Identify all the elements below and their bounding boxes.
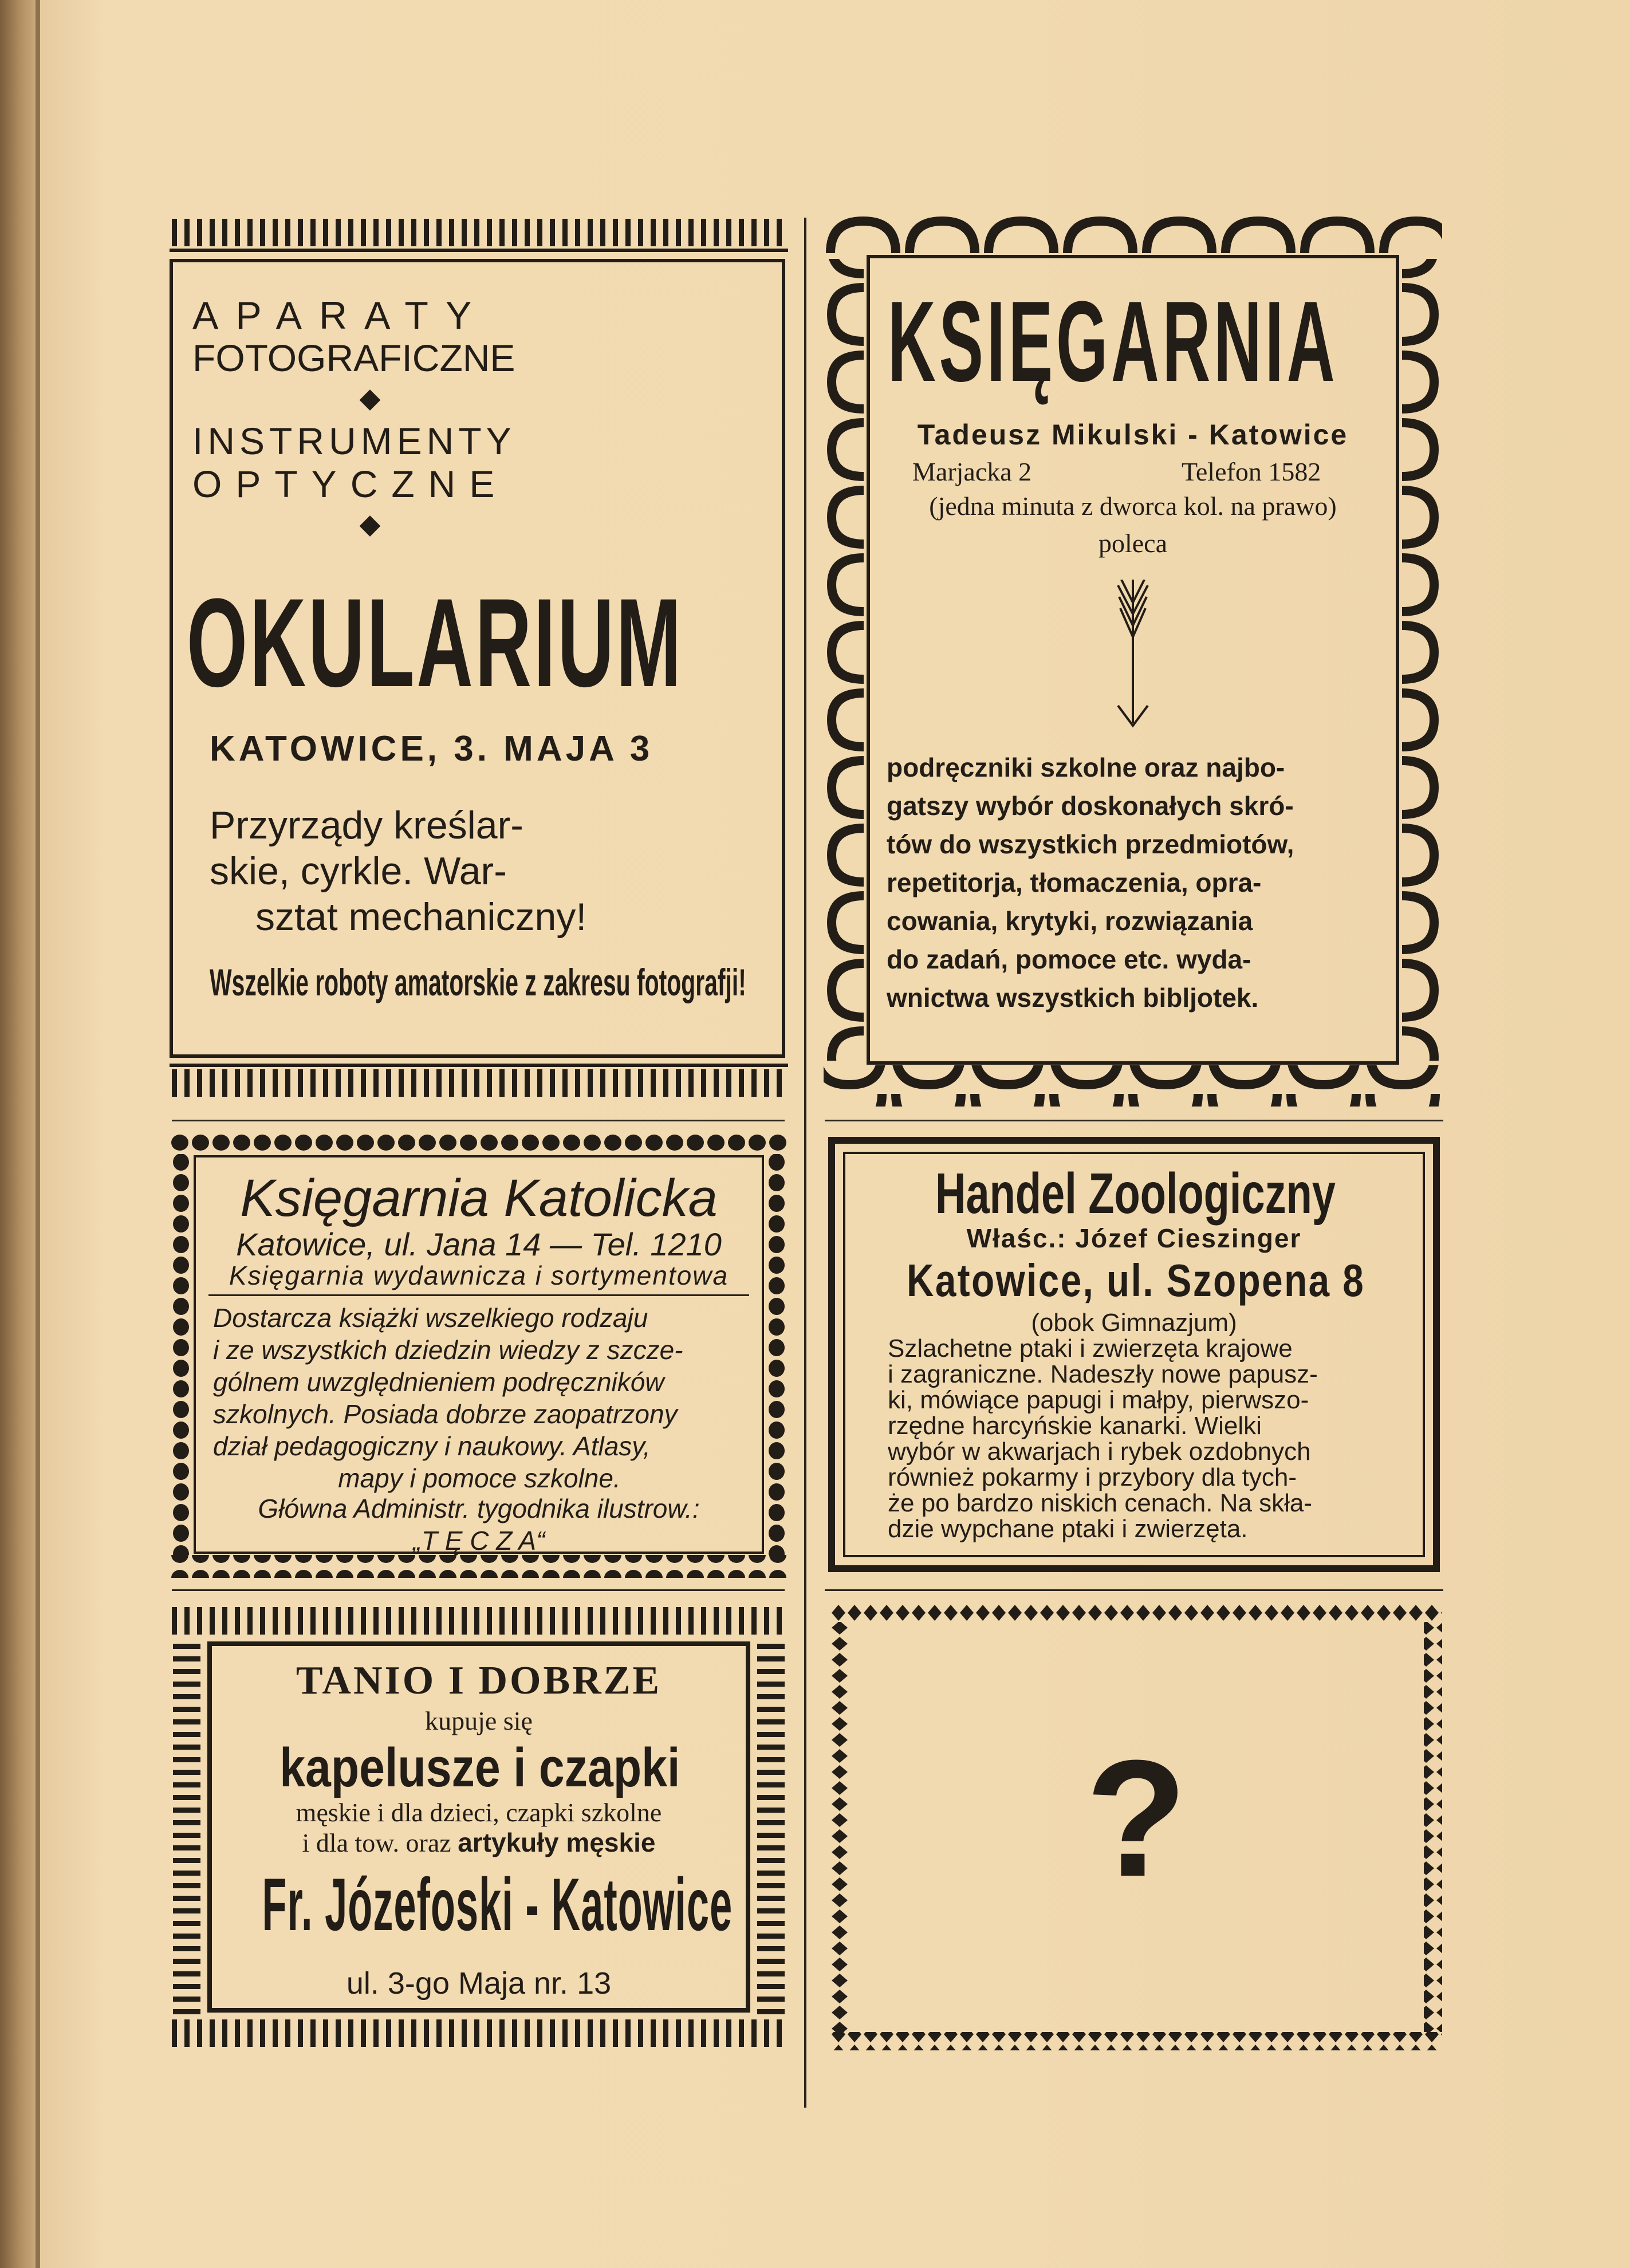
hats-address: ul. 3-go Maja nr. 13: [346, 1966, 612, 2001]
bookshop-body-line: gatszy wybór doskonałych skró-: [887, 791, 1294, 821]
arrow-down-icon: [1110, 580, 1156, 729]
zoo-owner: Właśc.: Józef Cieszinger: [966, 1223, 1302, 1253]
bookshop-body-line: tów do wszystkich przedmiotów,: [887, 829, 1294, 859]
diamond-icon-2: ◆: [359, 509, 381, 540]
catholic-body-line: Dostarcza książki wszelkiego rodzaju: [213, 1303, 648, 1333]
zoo-title: Handel Zoologiczny: [935, 1161, 1336, 1226]
hats-slogan: TANIO I DOBRZE: [296, 1659, 662, 1703]
optics-desc2: skie, cyrkle. War-: [210, 849, 507, 893]
catholic-body-line: dział pedagogiczny i naukowy. Atlasy,: [213, 1431, 651, 1461]
ad-hats: [170, 1604, 788, 2050]
bookshop-body: [887, 749, 1385, 1017]
row-divider-2b: [825, 1589, 1443, 1591]
hats-line2-text: i dla tow. oraz: [302, 1828, 458, 1857]
row-divider-1b: [825, 1120, 1443, 1121]
zoo-address: Katowice, ul. Szopena 8: [906, 1255, 1365, 1306]
catholic-admin: Główna Administr. tygodnika ilustrow.:: [258, 1494, 700, 1523]
hats-line2: [170, 1827, 788, 1858]
catholic-body-line: gólnem uwzględnieniem podręczników: [213, 1367, 664, 1397]
bookshop-street: Marjacka 2: [912, 457, 1032, 486]
ad-zoo: [828, 1137, 1440, 1572]
optics-line3: INSTRUMENTY: [192, 420, 516, 462]
bookshop-phone: Telefon 1582: [1182, 457, 1321, 486]
catholic-magazine: „T Ę C Z A“: [412, 1526, 545, 1556]
catholic-body: [213, 1302, 746, 1494]
question-mark: ?: [1085, 1726, 1187, 1911]
zoo-body-line: że po bardzo niskich cenach. Na skła-: [888, 1489, 1313, 1517]
zoo-body-line: dzie wypchane ptaki i zwierzęta.: [888, 1515, 1248, 1543]
bookshop-title: KSIĘGARNIA: [888, 278, 1338, 405]
hats-line1: męskie i dla dzieci, czapki szkolne: [296, 1798, 662, 1827]
optics-address: KATOWICE, 3. MAJA 3: [210, 729, 653, 769]
bookshop-directions: (jedna minuta z dworca kol. na prawo): [929, 491, 1337, 521]
row-divider-2: [172, 1589, 785, 1591]
zoo-body-line: ki, mówiące papugi i małpy, pierwszo-: [888, 1386, 1309, 1414]
bookshop-owner: Tadeusz Mikulski - Katowice: [917, 419, 1349, 451]
ornamental-border-bottom: [170, 1064, 788, 1104]
ornamental-border-top: [170, 213, 788, 253]
catholic-subtitle: Księgarnia wydawnicza i sortymentowa: [229, 1261, 729, 1290]
ad-bookshop: [824, 213, 1442, 1107]
hats-product: kapelusze i czapki: [279, 1737, 680, 1798]
bookshop-recommends: poleca: [1098, 529, 1168, 558]
bookshop-body-line: podręczniki szkolne oraz najbo-: [887, 753, 1285, 782]
hats-line2-bold: artykuły męskie: [458, 1828, 656, 1857]
optics-title: OKULARIUM: [187, 572, 683, 713]
bookshop-body-line: do zadań, pomoce etc. wyda-: [887, 944, 1251, 974]
catholic-address: Katowice, ul. Jana 14 — Tel. 1210: [236, 1226, 722, 1262]
zoo-body: [888, 1336, 1392, 1542]
ad-catholic: [170, 1131, 788, 1578]
hats-shop: Fr. Józefoski - Katowice: [262, 1863, 733, 1946]
catholic-body-line: i ze wszystkich dziedzin wiedzy z szcze-: [213, 1335, 683, 1365]
zoo-body-line: Szlachetne ptaki i zwierzęta krajowe: [888, 1334, 1293, 1363]
zoo-note: (obok Gimnazjum): [1031, 1309, 1237, 1337]
optics-footer: Wszelkie roboty amatorskie z zakresu fotografji!: [210, 961, 746, 1003]
hats-buy: kupuje się: [425, 1706, 533, 1735]
diamond-icon: ◆: [359, 383, 381, 414]
bookshop-body-line: cowania, krytyki, rozwiązania: [887, 906, 1253, 936]
optics-line1: APARATY: [192, 294, 489, 337]
zoo-body-line: i zagraniczne. Nadeszły nowe papusz-: [888, 1360, 1318, 1388]
column-divider: [804, 218, 806, 2108]
optics-desc3: sztat mechaniczny!: [255, 895, 587, 939]
zoo-body-line: wybór w akwarjach i rybek ozdobnych: [888, 1438, 1311, 1466]
row-divider-1: [172, 1120, 785, 1121]
bookshop-body-line: wnictwa wszystkich bibljotek.: [887, 983, 1259, 1013]
book-spine: [0, 0, 46, 2268]
catholic-title: Księgarnia Katolicka: [240, 1169, 718, 1227]
zoo-body-line: rzędne harcyńskie kanarki. Wielki: [888, 1412, 1262, 1440]
optics-line4: OPTYCZNE: [192, 463, 509, 505]
catholic-divider: [208, 1294, 749, 1296]
catholic-body-line: mapy i pomoce szkolne.: [338, 1463, 621, 1493]
bookshop-body-line: repetitorja, tłomaczenia, opra-: [887, 868, 1262, 897]
ad-placeholder: [830, 1604, 1442, 2050]
zoo-body-line: również pokarmy i przybory dla tych-: [888, 1463, 1297, 1491]
optics-line2: FOTOGRAFICZNE: [192, 337, 515, 379]
optics-desc1: Przyrządy kreślar-: [210, 804, 523, 847]
ad-optics: [170, 213, 788, 1107]
catholic-body-line: szkolnych. Posiada dobrze zaopatrzony: [213, 1399, 678, 1429]
